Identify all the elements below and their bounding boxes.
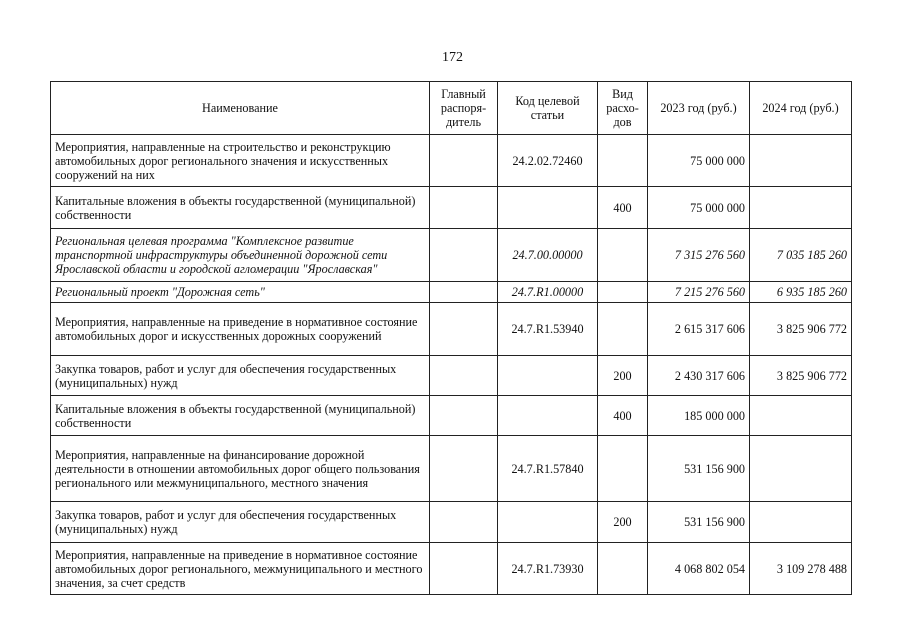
row-code — [498, 502, 598, 543]
row-name: Капитальные вложения в объекты государственной (муниципальной) собственности — [51, 396, 430, 436]
table-header-row — [51, 82, 852, 135]
row-expense: 200 — [598, 356, 648, 396]
header-expense: Вид расхо-дов — [598, 82, 648, 135]
row-2023: 7 215 276 560 — [648, 282, 750, 303]
row-code — [498, 396, 598, 436]
row-name: Региональный проект "Дорожная сеть" — [51, 282, 430, 303]
row-name: Мероприятия, направленные на приведение в нормативное состояние автомобильных дорог регионального, межмуниципального и местного значения, за счет средств — [51, 543, 430, 595]
row-expense — [598, 229, 648, 282]
row-2024: 3 825 906 772 — [750, 303, 852, 356]
row-2023: 75 000 000 — [648, 187, 750, 229]
row-2024 — [750, 502, 852, 543]
row-code: 24.7.R1.57840 — [498, 436, 598, 502]
budget-table — [50, 81, 852, 595]
row-2023: 4 068 802 054 — [648, 543, 750, 595]
row-2024 — [750, 396, 852, 436]
table-row — [51, 282, 852, 303]
row-2023: 75 000 000 — [648, 135, 750, 187]
row-name: Закупка товаров, работ и услуг для обеспечения государственных (муниципальных) нужд — [51, 356, 430, 396]
table-row — [51, 543, 852, 595]
header-2024: 2024 год (руб.) — [750, 82, 852, 135]
row-admin — [430, 502, 498, 543]
table-row — [51, 135, 852, 187]
row-expense — [598, 543, 648, 595]
header-admin: Главный распоря-дитель — [430, 82, 498, 135]
row-2023: 185 000 000 — [648, 396, 750, 436]
row-code — [498, 187, 598, 229]
row-admin — [430, 396, 498, 436]
header-2023: 2023 год (руб.) — [648, 82, 750, 135]
row-name: Капитальные вложения в объекты государственной (муниципальной) собственности — [51, 187, 430, 229]
header-code: Код целевой статьи — [498, 82, 598, 135]
page-number: 172 — [442, 50, 463, 65]
row-2023: 7 315 276 560 — [648, 229, 750, 282]
row-expense — [598, 135, 648, 187]
row-admin — [430, 303, 498, 356]
header-name: Наименование — [51, 82, 430, 135]
table-row — [51, 229, 852, 282]
row-admin — [430, 543, 498, 595]
row-code — [498, 356, 598, 396]
row-2024: 3 825 906 772 — [750, 356, 852, 396]
row-2024: 6 935 185 260 — [750, 282, 852, 303]
table-row — [51, 396, 852, 436]
row-2024: 3 109 278 488 — [750, 543, 852, 595]
row-2024 — [750, 187, 852, 229]
table-row — [51, 303, 852, 356]
row-2024 — [750, 135, 852, 187]
row-2023: 2 615 317 606 — [648, 303, 750, 356]
row-admin — [430, 229, 498, 282]
row-name: Мероприятия, направленные на финансирование дорожной деятельности в отношении автомобильных дорог общего пользования регионального или межмуниципального, местного значения — [51, 436, 430, 502]
row-expense — [598, 282, 648, 303]
row-expense: 200 — [598, 502, 648, 543]
table-row — [51, 502, 852, 543]
row-admin — [430, 356, 498, 396]
row-expense — [598, 303, 648, 356]
row-2024: 7 035 185 260 — [750, 229, 852, 282]
row-expense — [598, 436, 648, 502]
row-name: Мероприятия, направленные на приведение в нормативное состояние автомобильных дорог и искусственных дорожных сооружений — [51, 303, 430, 356]
row-2023: 2 430 317 606 — [648, 356, 750, 396]
row-code: 24.7.R1.73930 — [498, 543, 598, 595]
row-name: Закупка товаров, работ и услуг для обеспечения государственных (муниципальных) нужд — [51, 502, 430, 543]
row-code: 24.7.00.00000 — [498, 229, 598, 282]
row-code: 24.2.02.72460 — [498, 135, 598, 187]
table-row — [51, 187, 852, 229]
row-2024 — [750, 436, 852, 502]
table-row — [51, 436, 852, 502]
row-code: 24.7.R1.00000 — [498, 282, 598, 303]
row-2023: 531 156 900 — [648, 502, 750, 543]
table-row — [51, 356, 852, 396]
row-admin — [430, 282, 498, 303]
row-name: Мероприятия, направленные на строительство и реконструкцию автомобильных дорог регионального значения и искусственных сооружений на них — [51, 135, 430, 187]
row-name: Региональная целевая программа "Комплексное развитие транспортной инфраструктуры объединенной дорожной сети Ярославской области и городской агломерации "Ярославская" — [51, 229, 430, 282]
row-admin — [430, 436, 498, 502]
row-expense: 400 — [598, 396, 648, 436]
row-admin — [430, 135, 498, 187]
row-code: 24.7.R1.53940 — [498, 303, 598, 356]
row-2023: 531 156 900 — [648, 436, 750, 502]
row-expense: 400 — [598, 187, 648, 229]
row-admin — [430, 187, 498, 229]
